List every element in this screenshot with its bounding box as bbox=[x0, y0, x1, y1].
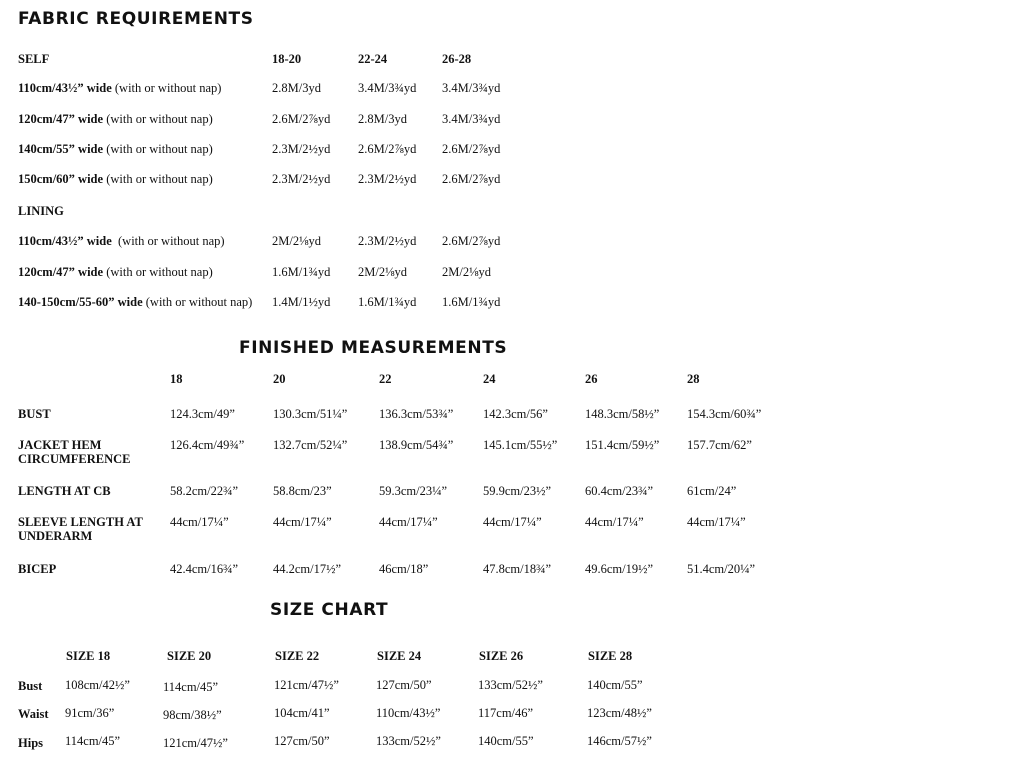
fabric-requirements-title: FABRIC REQUIREMENTS bbox=[18, 9, 254, 29]
size-chart-value: 146cm/57½” bbox=[587, 734, 652, 748]
fabric-value: 2M/2⅛yd bbox=[358, 265, 407, 279]
finished-value: 44.2cm/17½” bbox=[273, 562, 342, 576]
size-chart-value: 121cm/47½” bbox=[274, 678, 339, 692]
fabric-width-label: 110cm/43½” wide (with or without nap) bbox=[18, 234, 225, 248]
fabric-value: 2.6M/2⅞yd bbox=[442, 172, 501, 186]
size-chart-header: SIZE 22 bbox=[275, 649, 320, 663]
size-chart-row-label: Waist bbox=[18, 707, 49, 721]
finished-value: 136.3cm/53¾” bbox=[379, 407, 454, 421]
fabric-value: 2.8M/3yd bbox=[272, 81, 321, 95]
finished-value: 132.7cm/52¼” bbox=[273, 438, 348, 452]
fabric-value: 1.6M/1¾yd bbox=[272, 265, 331, 279]
fabric-value: 2.6M/2⅞yd bbox=[442, 142, 501, 156]
finished-value: 157.7cm/62” bbox=[687, 438, 752, 452]
fabric-value: 2.3M/2½yd bbox=[272, 142, 331, 156]
fabric-width-label: 140cm/55” wide (with or without nap) bbox=[18, 142, 213, 156]
finished-value: 59.9cm/23½” bbox=[483, 484, 552, 498]
fabric-value: 2.3M/2½yd bbox=[358, 234, 417, 248]
finished-value: 44cm/17¼” bbox=[483, 515, 542, 529]
finished-value: 58.8cm/23” bbox=[273, 484, 332, 498]
size-chart-value: 91cm/36” bbox=[65, 706, 115, 720]
finished-value: 148.3cm/58½” bbox=[585, 407, 660, 421]
finished-row-label: LENGTH AT CB bbox=[18, 484, 111, 498]
finished-size-header: 28 bbox=[687, 372, 700, 386]
finished-row-label: BICEP bbox=[18, 562, 57, 576]
fabric-value: 2M/2⅛yd bbox=[442, 265, 491, 279]
finished-size-header: 24 bbox=[483, 372, 496, 386]
finished-value: 46cm/18” bbox=[379, 562, 429, 576]
finished-value: 42.4cm/16¾” bbox=[170, 562, 239, 576]
finished-size-header: 26 bbox=[585, 372, 598, 386]
size-chart-value: 133cm/52½” bbox=[376, 734, 441, 748]
size-chart-value: 117cm/46” bbox=[478, 706, 534, 720]
lining-label: LINING bbox=[18, 204, 64, 218]
finished-measurements-title: FINISHED MEASUREMENTS bbox=[239, 338, 508, 358]
size-chart-value: 127cm/50” bbox=[376, 678, 432, 692]
size-chart-value: 140cm/55” bbox=[478, 734, 534, 748]
finished-size-header: 22 bbox=[379, 372, 392, 386]
finished-value: 51.4cm/20¼” bbox=[687, 562, 756, 576]
size-chart-value: 110cm/43½” bbox=[376, 706, 441, 720]
fabric-value: 3.4M/3¾yd bbox=[442, 112, 501, 126]
fabric-width-label: 120cm/47” wide (with or without nap) bbox=[18, 265, 213, 279]
finished-value: 124.3cm/49” bbox=[170, 407, 235, 421]
fabric-size-header: 26-28 bbox=[442, 52, 472, 66]
finished-row-label: JACKET HEM CIRCUMFERENCE bbox=[18, 438, 131, 466]
fabric-width-label: 120cm/47” wide (with or without nap) bbox=[18, 112, 213, 126]
fabric-value: 3.4M/3¾yd bbox=[358, 81, 417, 95]
size-chart-value: 127cm/50” bbox=[274, 734, 330, 748]
size-chart-header: SIZE 18 bbox=[66, 649, 111, 663]
size-chart-header: SIZE 28 bbox=[588, 649, 633, 663]
size-chart-header: SIZE 24 bbox=[377, 649, 422, 663]
finished-value: 44cm/17¼” bbox=[170, 515, 229, 529]
fabric-value: 2.6M/2⅞yd bbox=[442, 234, 501, 248]
finished-value: 44cm/17¼” bbox=[585, 515, 644, 529]
size-chart-value: 108cm/42½” bbox=[65, 678, 130, 692]
finished-value: 47.8cm/18¾” bbox=[483, 562, 552, 576]
self-label: SELF bbox=[18, 52, 50, 66]
finished-value: 58.2cm/22¾” bbox=[170, 484, 239, 498]
fabric-width-label: 140-150cm/55-60” wide (with or without nap) bbox=[18, 295, 253, 309]
fabric-width-label: 110cm/43½” wide (with or without nap) bbox=[18, 81, 222, 95]
fabric-value: 2.6M/2⅞yd bbox=[358, 142, 417, 156]
fabric-value: 2.8M/3yd bbox=[358, 112, 407, 126]
size-chart-row-label: Bust bbox=[18, 679, 43, 693]
size-chart-value: 104cm/41” bbox=[274, 706, 330, 720]
size-chart-title: SIZE CHART bbox=[270, 600, 389, 620]
finished-value: 138.9cm/54¾” bbox=[379, 438, 454, 452]
size-chart-value: 140cm/55” bbox=[587, 678, 643, 692]
finished-size-header: 20 bbox=[273, 372, 286, 386]
size-chart-value: 114cm/45” bbox=[65, 734, 121, 748]
finished-value: 126.4cm/49¾” bbox=[170, 438, 245, 452]
finished-value: 44cm/17¼” bbox=[273, 515, 332, 529]
finished-size-header: 18 bbox=[170, 372, 183, 386]
finished-value: 49.6cm/19½” bbox=[585, 562, 654, 576]
fabric-value: 1.4M/1½yd bbox=[272, 295, 331, 309]
fabric-value: 2.3M/2½yd bbox=[272, 172, 331, 186]
size-chart-value: 121cm/47½” bbox=[163, 736, 228, 750]
finished-value: 154.3cm/60¾” bbox=[687, 407, 762, 421]
finished-value: 59.3cm/23¼” bbox=[379, 484, 448, 498]
finished-row-label: BUST bbox=[18, 407, 51, 421]
finished-value: 145.1cm/55½” bbox=[483, 438, 558, 452]
fabric-value: 1.6M/1¾yd bbox=[358, 295, 417, 309]
finished-value: 142.3cm/56” bbox=[483, 407, 548, 421]
size-chart-value: 98cm/38½” bbox=[163, 708, 222, 722]
size-chart-value: 133cm/52½” bbox=[478, 678, 543, 692]
size-chart-header: SIZE 20 bbox=[167, 649, 212, 663]
fabric-value: 1.6M/1¾yd bbox=[442, 295, 501, 309]
fabric-size-header: 22-24 bbox=[358, 52, 388, 66]
size-chart-value: 123cm/48½” bbox=[587, 706, 652, 720]
finished-value: 44cm/17¼” bbox=[687, 515, 746, 529]
finished-row-label: SLEEVE LENGTH AT UNDERARM bbox=[18, 515, 143, 543]
fabric-size-header: 18-20 bbox=[272, 52, 302, 66]
fabric-width-label: 150cm/60” wide (with or without nap) bbox=[18, 172, 213, 186]
finished-value: 151.4cm/59½” bbox=[585, 438, 660, 452]
finished-value: 130.3cm/51¼” bbox=[273, 407, 348, 421]
size-chart-value: 114cm/45” bbox=[163, 680, 219, 694]
fabric-value: 2M/2⅛yd bbox=[272, 234, 321, 248]
size-chart-header: SIZE 26 bbox=[479, 649, 524, 663]
finished-value: 61cm/24” bbox=[687, 484, 737, 498]
fabric-value: 2.3M/2½yd bbox=[358, 172, 417, 186]
fabric-value: 3.4M/3¾yd bbox=[442, 81, 501, 95]
size-chart-row-label: Hips bbox=[18, 736, 44, 750]
finished-value: 60.4cm/23¾” bbox=[585, 484, 654, 498]
fabric-value: 2.6M/2⅞yd bbox=[272, 112, 331, 126]
finished-value: 44cm/17¼” bbox=[379, 515, 438, 529]
